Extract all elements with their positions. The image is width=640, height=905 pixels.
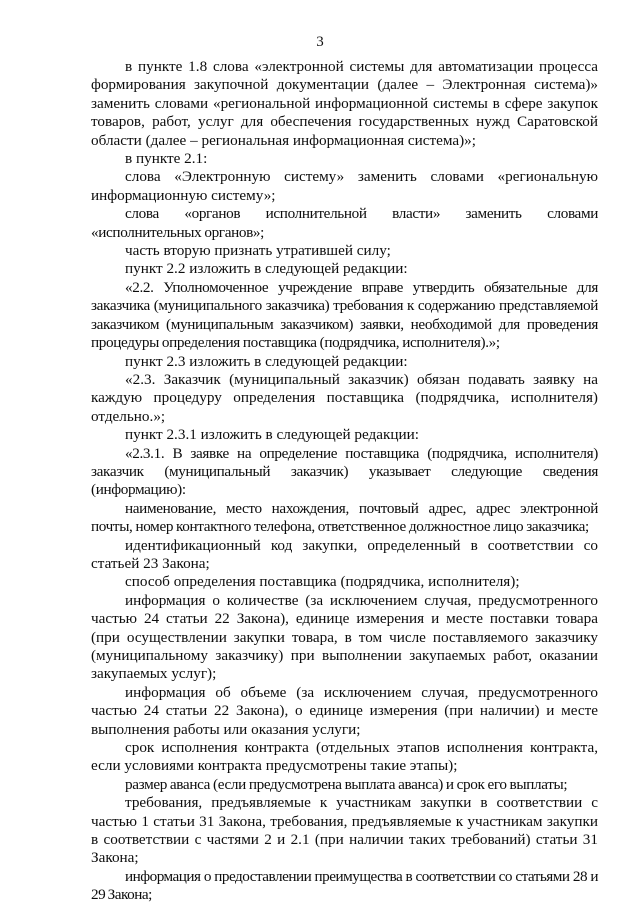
paragraph: «2.2. Уполномоченное учреждение вправе утвердить обязательные для заказчика (муниципального заказчика) требования к содержанию представляемой заказчиком (муниципальным заказчиком) заявки, необходимой для проведения процедуры определения поставщика (подрядчика, исполнителя).»; <box>91 278 598 352</box>
paragraph: «2.3. Заказчик (муниципальный заказчик) обязан подавать заявку на каждую процедуру определения поставщика (подрядчика, исполнителя) отдельно.»; <box>91 370 598 425</box>
paragraph: в пункте 2.1: <box>125 150 208 168</box>
paragraph: пункт 2.2 изложить в следующей редакции: <box>125 260 408 278</box>
paragraph: требования, предъявляемые к участникам закупки в соответствии с частью 1 статьи 31 Закона, требования, предъявляемые к участникам закупки в соответствии с частями 2 и 2.1 (при наличии таких требований) статьи 31 Закона; <box>91 794 598 867</box>
paragraph: информация о предоставлении преимущества в соответствии со статьями 28 и 29 Закона; <box>91 867 598 904</box>
paragraph: срок исполнения контракта (отдельных этапов исполнения контракта, если условиями контракта предусмотрены такие этапы); <box>91 739 598 775</box>
paragraph: размер аванса (если предусмотрена выплата аванса) и срок его выплаты; <box>125 775 568 793</box>
paragraph: пункт 2.3 изложить в следующей редакции: <box>125 352 408 370</box>
paragraph: пункт 2.3.1 изложить в следующей редакции: <box>125 426 419 444</box>
paragraph: в пункте 1.8 слова «электронной системы для автоматизации процесса формирования закупочной документации (далее – Электронная система)» заменить словами «региональной информационной системы в сфере закупок товаров, работ, услуг для обеспечения государственных нужд Саратовской области (далее – региональная информационная система)»; <box>91 58 598 149</box>
paragraph: слова «органов исполнительной власти» заменить словами «исполнительных органов»; <box>91 205 598 241</box>
paragraph: идентификационный код закупки, определенный в соответствии со статьей 23 Закона; <box>91 536 598 572</box>
page-number: 3 <box>316 34 324 50</box>
paragraph: часть вторую признать утратившей силу; <box>125 242 391 260</box>
paragraph: информация об объеме (за исключением случая, предусмотренного частью 24 статьи 22 Закона), о единице измерения (при наличии) и месте выполнения работы или оказания услуги; <box>91 683 598 738</box>
document-body <box>91 58 598 905</box>
paragraph: наименование, место нахождения, почтовый адрес, адрес электронной почты, номер контактного телефона, ответственное должностное лицо заказчика; <box>91 499 598 536</box>
paragraph: слова «Электронную систему» заменить словами «региональную информационную систему»; <box>91 168 598 204</box>
paragraph: информация о количестве (за исключением случая, предусмотренного частью 24 статьи 22 Закона), единице измерения и месте поставки товара (при осуществлении закупки товара, в том числе поставляемого заказчику (муниципальному заказчику) при выполнении закупаемых работ, оказании закупаемых услуг); <box>91 591 598 683</box>
paragraph: способ определения поставщика (подрядчика, исполнителя); <box>125 573 520 591</box>
paragraph: «2.3.1. В заявке на определение поставщика (подрядчика, исполнителя) заказчик (муниципальный заказчик) указывает следующие сведения (информацию): <box>91 444 598 499</box>
